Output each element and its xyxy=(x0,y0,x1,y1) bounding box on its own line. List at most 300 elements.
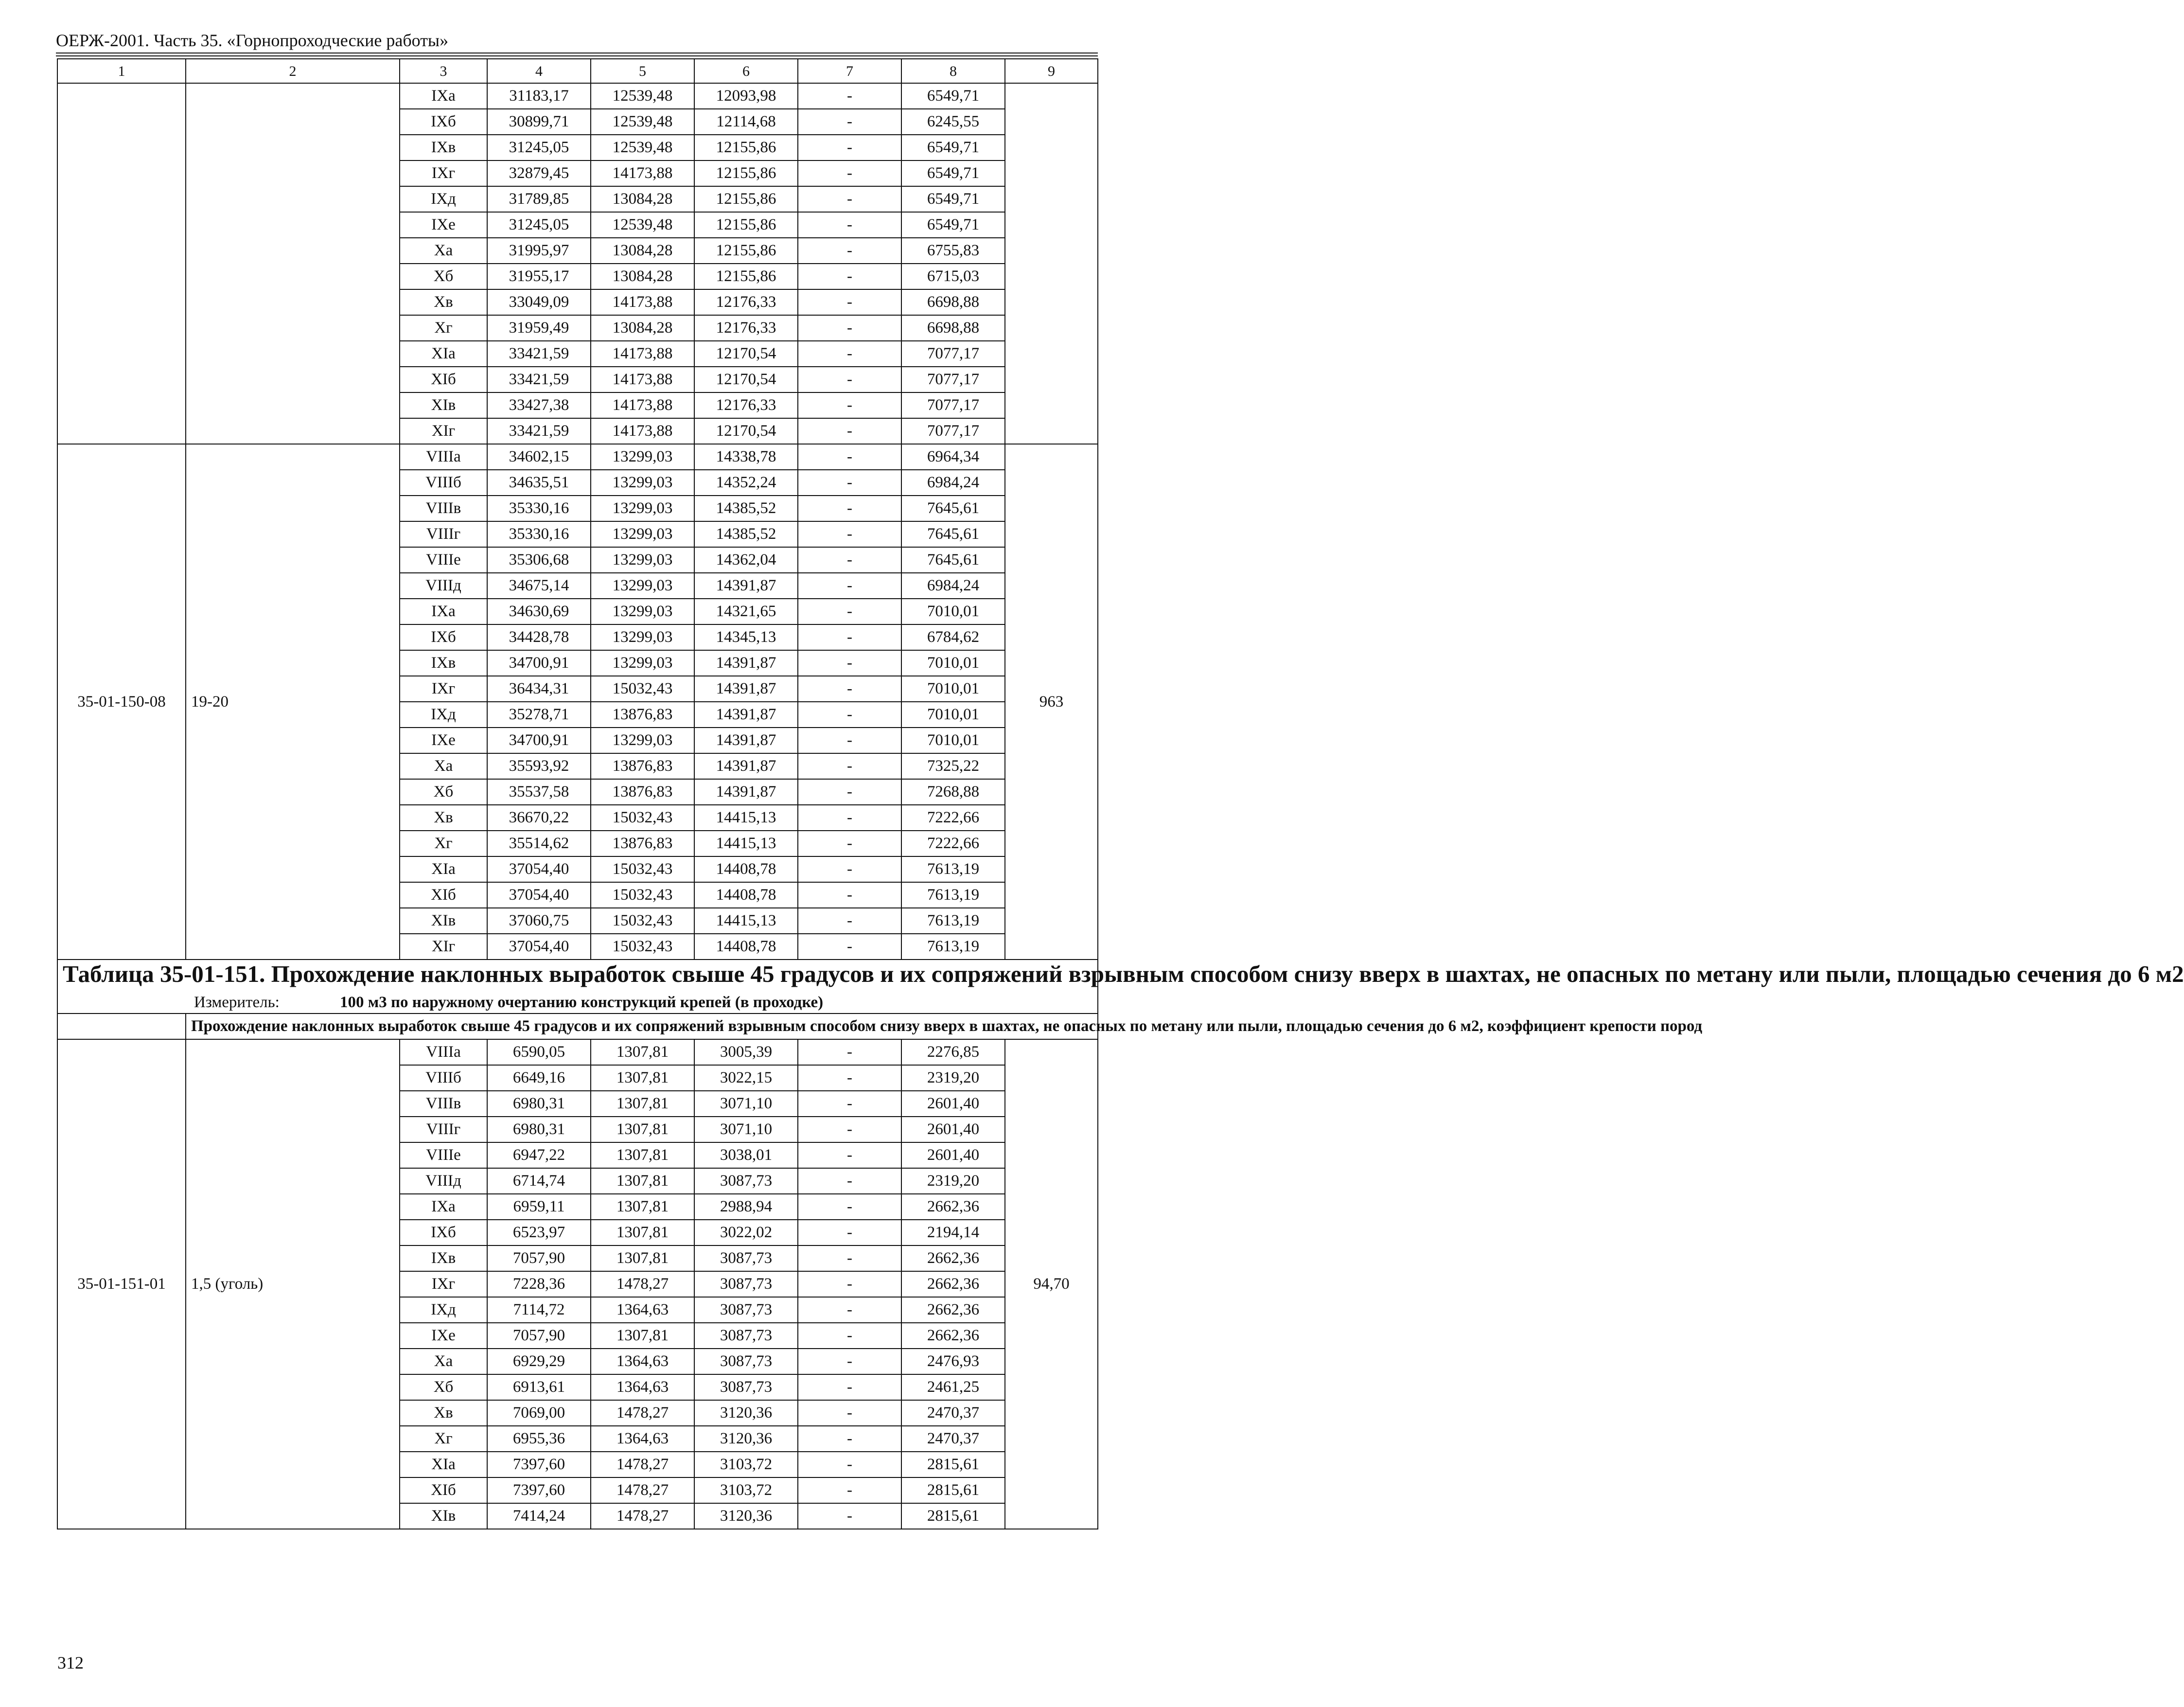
group-code: IXв xyxy=(400,650,487,676)
machine-cost: 14391,87 xyxy=(694,728,798,753)
labor-cost: 1307,81 xyxy=(591,1245,694,1271)
materials-cost: 2319,20 xyxy=(901,1168,1005,1194)
materials-cost: 6549,71 xyxy=(901,160,1005,186)
including-wages: - xyxy=(798,521,901,547)
machine-cost: 3120,36 xyxy=(694,1426,798,1452)
group-code: Xб xyxy=(400,779,487,805)
group-code: VIIIв xyxy=(400,496,487,521)
including-wages: - xyxy=(798,470,901,496)
machine-cost: 12093,98 xyxy=(694,83,798,109)
including-wages: - xyxy=(798,160,901,186)
group-code: Xв xyxy=(400,289,487,315)
including-wages: - xyxy=(798,650,901,676)
description-spacer xyxy=(57,1014,186,1039)
price-table-body xyxy=(57,59,2184,1529)
group-code: IXб xyxy=(400,624,487,650)
group-code: Xб xyxy=(400,264,487,289)
total-cost: 34630,69 xyxy=(487,599,591,624)
materials-cost: 7645,61 xyxy=(901,547,1005,573)
including-wages: - xyxy=(798,805,901,831)
including-wages: - xyxy=(798,831,901,856)
group-code: XIa xyxy=(400,341,487,367)
group-code: IXб xyxy=(400,1220,487,1245)
labor-cost: 13876,83 xyxy=(591,831,694,856)
group-code: Xв xyxy=(400,1400,487,1426)
total-cost: 35330,16 xyxy=(487,496,591,521)
including-wages: - xyxy=(798,1117,901,1142)
column-number-row xyxy=(57,59,1098,83)
machine-cost: 14408,78 xyxy=(694,934,798,960)
column-number: 9 xyxy=(1005,59,1098,83)
group-code: XIв xyxy=(400,1503,487,1529)
machine-cost: 14391,87 xyxy=(694,753,798,779)
materials-cost: 6984,24 xyxy=(901,573,1005,599)
group-code: XIa xyxy=(400,856,487,882)
group-code: VIIIе xyxy=(400,547,487,573)
including-wages: - xyxy=(798,1323,901,1349)
labor-cost: 1478,27 xyxy=(591,1503,694,1529)
labor-cost: 14173,88 xyxy=(591,367,694,392)
materials-cost: 6245,55 xyxy=(901,109,1005,135)
rate-code: 35-01-150-08 xyxy=(57,444,186,960)
labor-cost: 12539,48 xyxy=(591,212,694,238)
group-code: IXa xyxy=(400,599,487,624)
rate-parameter: 19-20 xyxy=(186,444,400,960)
labor-cost: 1364,63 xyxy=(591,1426,694,1452)
labor-cost: 13299,03 xyxy=(591,547,694,573)
materials-cost: 2319,20 xyxy=(901,1065,1005,1091)
total-cost: 6980,31 xyxy=(487,1091,591,1117)
running-head: ОЕРЖ-2001. Часть 35. «Горнопроходческие работы» xyxy=(56,31,449,50)
page-number: 312 xyxy=(57,1653,84,1672)
total-cost: 35330,16 xyxy=(487,521,591,547)
labor-cost: 15032,43 xyxy=(591,676,694,702)
machine-cost: 14385,52 xyxy=(694,521,798,547)
column-number: 2 xyxy=(186,59,400,83)
group-code: VIIIг xyxy=(400,521,487,547)
machine-cost: 14352,24 xyxy=(694,470,798,496)
machine-cost: 12176,33 xyxy=(694,289,798,315)
measure-unit-value: 100 м3 по наружному очертанию конструкций крепей (в проходке) xyxy=(340,993,824,1011)
total-cost: 37054,40 xyxy=(487,856,591,882)
machine-cost: 14415,13 xyxy=(694,831,798,856)
group-code: VIIIб xyxy=(400,1065,487,1091)
materials-cost: 7613,19 xyxy=(901,856,1005,882)
materials-cost: 7222,66 xyxy=(901,831,1005,856)
materials-cost: 2662,36 xyxy=(901,1297,1005,1323)
rate-code xyxy=(57,83,186,444)
including-wages: - xyxy=(798,1503,901,1529)
materials-cost: 6698,88 xyxy=(901,289,1005,315)
machine-cost: 12155,86 xyxy=(694,212,798,238)
labor-cost: 13876,83 xyxy=(591,753,694,779)
labor-cost: 1307,81 xyxy=(591,1142,694,1168)
machine-cost: 14391,87 xyxy=(694,676,798,702)
total-cost: 6929,29 xyxy=(487,1349,591,1374)
machine-cost: 12155,86 xyxy=(694,135,798,160)
labor-cost: 15032,43 xyxy=(591,882,694,908)
total-cost: 35593,92 xyxy=(487,753,591,779)
group-code: VIIIе xyxy=(400,1142,487,1168)
labor-cost: 14173,88 xyxy=(591,392,694,418)
column-number: 6 xyxy=(694,59,798,83)
materials-cost: 6549,71 xyxy=(901,186,1005,212)
materials-cost: 7077,17 xyxy=(901,341,1005,367)
group-code: VIIIд xyxy=(400,1168,487,1194)
materials-cost: 2815,61 xyxy=(901,1477,1005,1503)
machine-cost: 12170,54 xyxy=(694,341,798,367)
group-code: VIIIб xyxy=(400,470,487,496)
including-wages: - xyxy=(798,392,901,418)
materials-cost: 6964,34 xyxy=(901,444,1005,470)
total-cost: 37060,75 xyxy=(487,908,591,934)
total-cost: 6955,36 xyxy=(487,1426,591,1452)
total-cost: 33427,38 xyxy=(487,392,591,418)
total-cost: 30899,71 xyxy=(487,109,591,135)
labor-cost: 15032,43 xyxy=(591,934,694,960)
machine-cost: 3120,36 xyxy=(694,1503,798,1529)
labor-cost: 1307,81 xyxy=(591,1065,694,1091)
group-code: Xa xyxy=(400,238,487,264)
including-wages: - xyxy=(798,573,901,599)
column-number: 3 xyxy=(400,59,487,83)
materials-cost: 6755,83 xyxy=(901,238,1005,264)
materials-cost: 2662,36 xyxy=(901,1245,1005,1271)
total-cost: 7397,60 xyxy=(487,1452,591,1477)
labor-cost: 1478,27 xyxy=(591,1477,694,1503)
including-wages: - xyxy=(798,1400,901,1426)
table-title: Таблица 35-01-151. Прохождение наклонных выработок свыше 45 градусов и их сопряжений взрывным способом снизу вверх в шахтах, не опасных по метану или пыли, площадью сечения до 6 м2 xyxy=(63,960,2184,987)
including-wages: - xyxy=(798,1297,901,1323)
machine-cost: 3087,73 xyxy=(694,1245,798,1271)
materials-cost: 7613,19 xyxy=(901,934,1005,960)
group-code: Xг xyxy=(400,1426,487,1452)
including-wages: - xyxy=(798,341,901,367)
labor-cost: 1307,81 xyxy=(591,1194,694,1220)
group-code: IXд xyxy=(400,702,487,728)
machine-cost: 3103,72 xyxy=(694,1477,798,1503)
group-code: XIб xyxy=(400,1477,487,1503)
labor-cost: 13299,03 xyxy=(591,573,694,599)
machine-cost: 3038,01 xyxy=(694,1142,798,1168)
materials-cost: 7077,17 xyxy=(901,418,1005,444)
materials-cost: 2470,37 xyxy=(901,1400,1005,1426)
total-cost: 36434,31 xyxy=(487,676,591,702)
machine-cost: 3071,10 xyxy=(694,1091,798,1117)
including-wages: - xyxy=(798,547,901,573)
machine-cost: 3087,73 xyxy=(694,1374,798,1400)
group-code: IXб xyxy=(400,109,487,135)
total-cost: 6714,74 xyxy=(487,1168,591,1194)
rate-code: 35-01-151-01 xyxy=(57,1039,186,1529)
group-code: XIв xyxy=(400,392,487,418)
labor-cost: 1307,81 xyxy=(591,1168,694,1194)
machine-cost: 14391,87 xyxy=(694,650,798,676)
materials-cost: 7613,19 xyxy=(901,908,1005,934)
total-cost: 31245,05 xyxy=(487,212,591,238)
including-wages: - xyxy=(798,1142,901,1168)
materials-cost: 7268,88 xyxy=(901,779,1005,805)
including-wages: - xyxy=(798,135,901,160)
total-cost: 37054,40 xyxy=(487,934,591,960)
table-title-cell xyxy=(57,960,2184,1014)
total-cost: 33421,59 xyxy=(487,367,591,392)
group-code: XIб xyxy=(400,882,487,908)
including-wages: - xyxy=(798,186,901,212)
including-wages: - xyxy=(798,1426,901,1452)
labor-cost: 1478,27 xyxy=(591,1271,694,1297)
labor-cost: 13084,28 xyxy=(591,238,694,264)
labor-cost: 1307,81 xyxy=(591,1220,694,1245)
total-cost: 7057,90 xyxy=(487,1245,591,1271)
total-cost: 7114,72 xyxy=(487,1297,591,1323)
total-cost: 7414,24 xyxy=(487,1503,591,1529)
materials-cost: 7077,17 xyxy=(901,367,1005,392)
machine-cost: 14391,87 xyxy=(694,702,798,728)
total-cost: 32879,45 xyxy=(487,160,591,186)
including-wages: - xyxy=(798,109,901,135)
including-wages: - xyxy=(798,212,901,238)
including-wages: - xyxy=(798,676,901,702)
including-wages: - xyxy=(798,444,901,470)
labor-cost: 13299,03 xyxy=(591,624,694,650)
machine-cost: 3120,36 xyxy=(694,1400,798,1426)
materials-cost: 6984,24 xyxy=(901,470,1005,496)
labor-cost: 14173,88 xyxy=(591,341,694,367)
including-wages: - xyxy=(798,1374,901,1400)
machine-cost: 3103,72 xyxy=(694,1452,798,1477)
including-wages: - xyxy=(798,496,901,521)
including-wages: - xyxy=(798,1194,901,1220)
total-cost: 34700,91 xyxy=(487,728,591,753)
materials-cost: 2461,25 xyxy=(901,1374,1005,1400)
labor-cost: 1478,27 xyxy=(591,1400,694,1426)
materials-cost: 2194,14 xyxy=(901,1220,1005,1245)
total-cost: 6980,31 xyxy=(487,1117,591,1142)
materials-cost: 7222,66 xyxy=(901,805,1005,831)
materials-cost: 2476,93 xyxy=(901,1349,1005,1374)
group-code: IXд xyxy=(400,1297,487,1323)
materials-cost: 7010,01 xyxy=(901,702,1005,728)
group-code: Xв xyxy=(400,805,487,831)
labor-cost: 13299,03 xyxy=(591,521,694,547)
materials-cost: 7325,22 xyxy=(901,753,1005,779)
group-code: IXв xyxy=(400,135,487,160)
labor-cost: 13299,03 xyxy=(591,470,694,496)
machine-cost: 14415,13 xyxy=(694,908,798,934)
including-wages: - xyxy=(798,1349,901,1374)
labor-cost: 15032,43 xyxy=(591,908,694,934)
group-code: XIa xyxy=(400,1452,487,1477)
labor-cost: 1478,27 xyxy=(591,1452,694,1477)
machine-cost: 3022,02 xyxy=(694,1220,798,1245)
group-code: XIб xyxy=(400,367,487,392)
machine-cost: 3022,15 xyxy=(694,1065,798,1091)
materials-cost: 6549,71 xyxy=(901,83,1005,109)
machine-cost: 3087,73 xyxy=(694,1349,798,1374)
including-wages: - xyxy=(798,882,901,908)
materials-cost: 7645,61 xyxy=(901,496,1005,521)
machine-cost: 3087,73 xyxy=(694,1271,798,1297)
including-wages: - xyxy=(798,1065,901,1091)
machine-cost: 3087,73 xyxy=(694,1168,798,1194)
price-table xyxy=(57,58,2184,1529)
group-code: VIIIд xyxy=(400,573,487,599)
machine-cost: 14321,65 xyxy=(694,599,798,624)
total-cost: 31183,17 xyxy=(487,83,591,109)
materials-cost: 2470,37 xyxy=(901,1426,1005,1452)
materials-cost: 2601,40 xyxy=(901,1142,1005,1168)
group-code: VIIIв xyxy=(400,1091,487,1117)
labor-cost: 13299,03 xyxy=(591,444,694,470)
including-wages: - xyxy=(798,1091,901,1117)
materials-cost: 2662,36 xyxy=(901,1271,1005,1297)
including-wages: - xyxy=(798,728,901,753)
labor-cost: 12539,48 xyxy=(591,83,694,109)
including-wages: - xyxy=(798,779,901,805)
machine-cost: 14408,78 xyxy=(694,856,798,882)
column-9-value: 963 xyxy=(1005,444,1098,960)
labor-cost: 1364,63 xyxy=(591,1297,694,1323)
table-row xyxy=(57,83,1098,109)
labor-cost: 12539,48 xyxy=(591,135,694,160)
labor-cost: 13299,03 xyxy=(591,599,694,624)
machine-cost: 14338,78 xyxy=(694,444,798,470)
total-cost: 31959,49 xyxy=(487,315,591,341)
group-code: VIIIa xyxy=(400,444,487,470)
labor-cost: 13299,03 xyxy=(591,728,694,753)
labor-cost: 15032,43 xyxy=(591,805,694,831)
machine-cost: 14391,87 xyxy=(694,779,798,805)
total-cost: 7069,00 xyxy=(487,1400,591,1426)
machine-cost: 3087,73 xyxy=(694,1297,798,1323)
including-wages: - xyxy=(798,856,901,882)
group-code: IXг xyxy=(400,160,487,186)
machine-cost: 2988,94 xyxy=(694,1194,798,1220)
group-code: IXв xyxy=(400,1245,487,1271)
table-row xyxy=(57,444,1098,470)
group-code: Xa xyxy=(400,1349,487,1374)
measure-unit-label: Измеритель: xyxy=(194,993,280,1011)
machine-cost: 14345,13 xyxy=(694,624,798,650)
total-cost: 35306,68 xyxy=(487,547,591,573)
labor-cost: 13299,03 xyxy=(591,650,694,676)
total-cost: 6649,16 xyxy=(487,1065,591,1091)
group-code: IXa xyxy=(400,1194,487,1220)
machine-cost: 14362,04 xyxy=(694,547,798,573)
rate-parameter xyxy=(186,83,400,444)
total-cost: 35537,58 xyxy=(487,779,591,805)
column-number: 7 xyxy=(798,59,901,83)
machine-cost: 14391,87 xyxy=(694,573,798,599)
machine-cost: 14415,13 xyxy=(694,805,798,831)
labor-cost: 1307,81 xyxy=(591,1117,694,1142)
measure-unit-line xyxy=(63,994,1092,1013)
labor-cost: 1364,63 xyxy=(591,1374,694,1400)
group-code: IXе xyxy=(400,1323,487,1349)
materials-cost: 6784,62 xyxy=(901,624,1005,650)
labor-cost: 13084,28 xyxy=(591,264,694,289)
group-code: IXд xyxy=(400,186,487,212)
machine-cost: 12155,86 xyxy=(694,238,798,264)
materials-cost: 7010,01 xyxy=(901,676,1005,702)
materials-cost: 7645,61 xyxy=(901,521,1005,547)
materials-cost: 2815,61 xyxy=(901,1503,1005,1529)
machine-cost: 12114,68 xyxy=(694,109,798,135)
header-rule-second xyxy=(56,55,1098,56)
group-code: XIв xyxy=(400,908,487,934)
including-wages: - xyxy=(798,1039,901,1065)
total-cost: 31955,17 xyxy=(487,264,591,289)
total-cost: 31789,85 xyxy=(487,186,591,212)
column-9-value: 94,70 xyxy=(1005,1039,1098,1529)
including-wages: - xyxy=(798,1245,901,1271)
total-cost: 7228,36 xyxy=(487,1271,591,1297)
materials-cost: 6549,71 xyxy=(901,212,1005,238)
total-cost: 36670,22 xyxy=(487,805,591,831)
column-number: 4 xyxy=(487,59,591,83)
materials-cost: 7010,01 xyxy=(901,599,1005,624)
labor-cost: 15032,43 xyxy=(591,856,694,882)
materials-cost: 7010,01 xyxy=(901,728,1005,753)
including-wages: - xyxy=(798,367,901,392)
column-number: 5 xyxy=(591,59,694,83)
group-code: Xг xyxy=(400,315,487,341)
including-wages: - xyxy=(798,83,901,109)
materials-cost: 2662,36 xyxy=(901,1323,1005,1349)
labor-cost: 14173,88 xyxy=(591,160,694,186)
column-number: 1 xyxy=(57,59,186,83)
total-cost: 6913,61 xyxy=(487,1374,591,1400)
labor-cost: 1307,81 xyxy=(591,1039,694,1065)
group-code: XIг xyxy=(400,934,487,960)
machine-cost: 12155,86 xyxy=(694,160,798,186)
machine-cost: 12170,54 xyxy=(694,367,798,392)
including-wages: - xyxy=(798,1271,901,1297)
total-cost: 6947,22 xyxy=(487,1142,591,1168)
materials-cost: 6715,03 xyxy=(901,264,1005,289)
rate-parameter: 1,5 (уголь) xyxy=(186,1039,400,1529)
total-cost: 34675,14 xyxy=(487,573,591,599)
including-wages: - xyxy=(798,418,901,444)
total-cost: 7397,60 xyxy=(487,1477,591,1503)
materials-cost: 2276,85 xyxy=(901,1039,1005,1065)
total-cost: 6523,97 xyxy=(487,1220,591,1245)
labor-cost: 13084,28 xyxy=(591,186,694,212)
group-code: IXе xyxy=(400,212,487,238)
including-wages: - xyxy=(798,1168,901,1194)
materials-cost: 2601,40 xyxy=(901,1117,1005,1142)
including-wages: - xyxy=(798,624,901,650)
machine-cost: 14408,78 xyxy=(694,882,798,908)
including-wages: - xyxy=(798,934,901,960)
labor-cost: 14173,88 xyxy=(591,418,694,444)
labor-cost: 13299,03 xyxy=(591,496,694,521)
labor-cost: 14173,88 xyxy=(591,289,694,315)
total-cost: 34428,78 xyxy=(487,624,591,650)
table-title-row xyxy=(57,960,1098,1014)
including-wages: - xyxy=(798,702,901,728)
total-cost: 31995,97 xyxy=(487,238,591,264)
group-code: XIг xyxy=(400,418,487,444)
machine-cost: 12176,33 xyxy=(694,315,798,341)
materials-cost: 7010,01 xyxy=(901,650,1005,676)
total-cost: 34700,91 xyxy=(487,650,591,676)
machine-cost: 3071,10 xyxy=(694,1117,798,1142)
machine-cost: 12155,86 xyxy=(694,264,798,289)
including-wages: - xyxy=(798,908,901,934)
labor-cost: 1307,81 xyxy=(591,1091,694,1117)
